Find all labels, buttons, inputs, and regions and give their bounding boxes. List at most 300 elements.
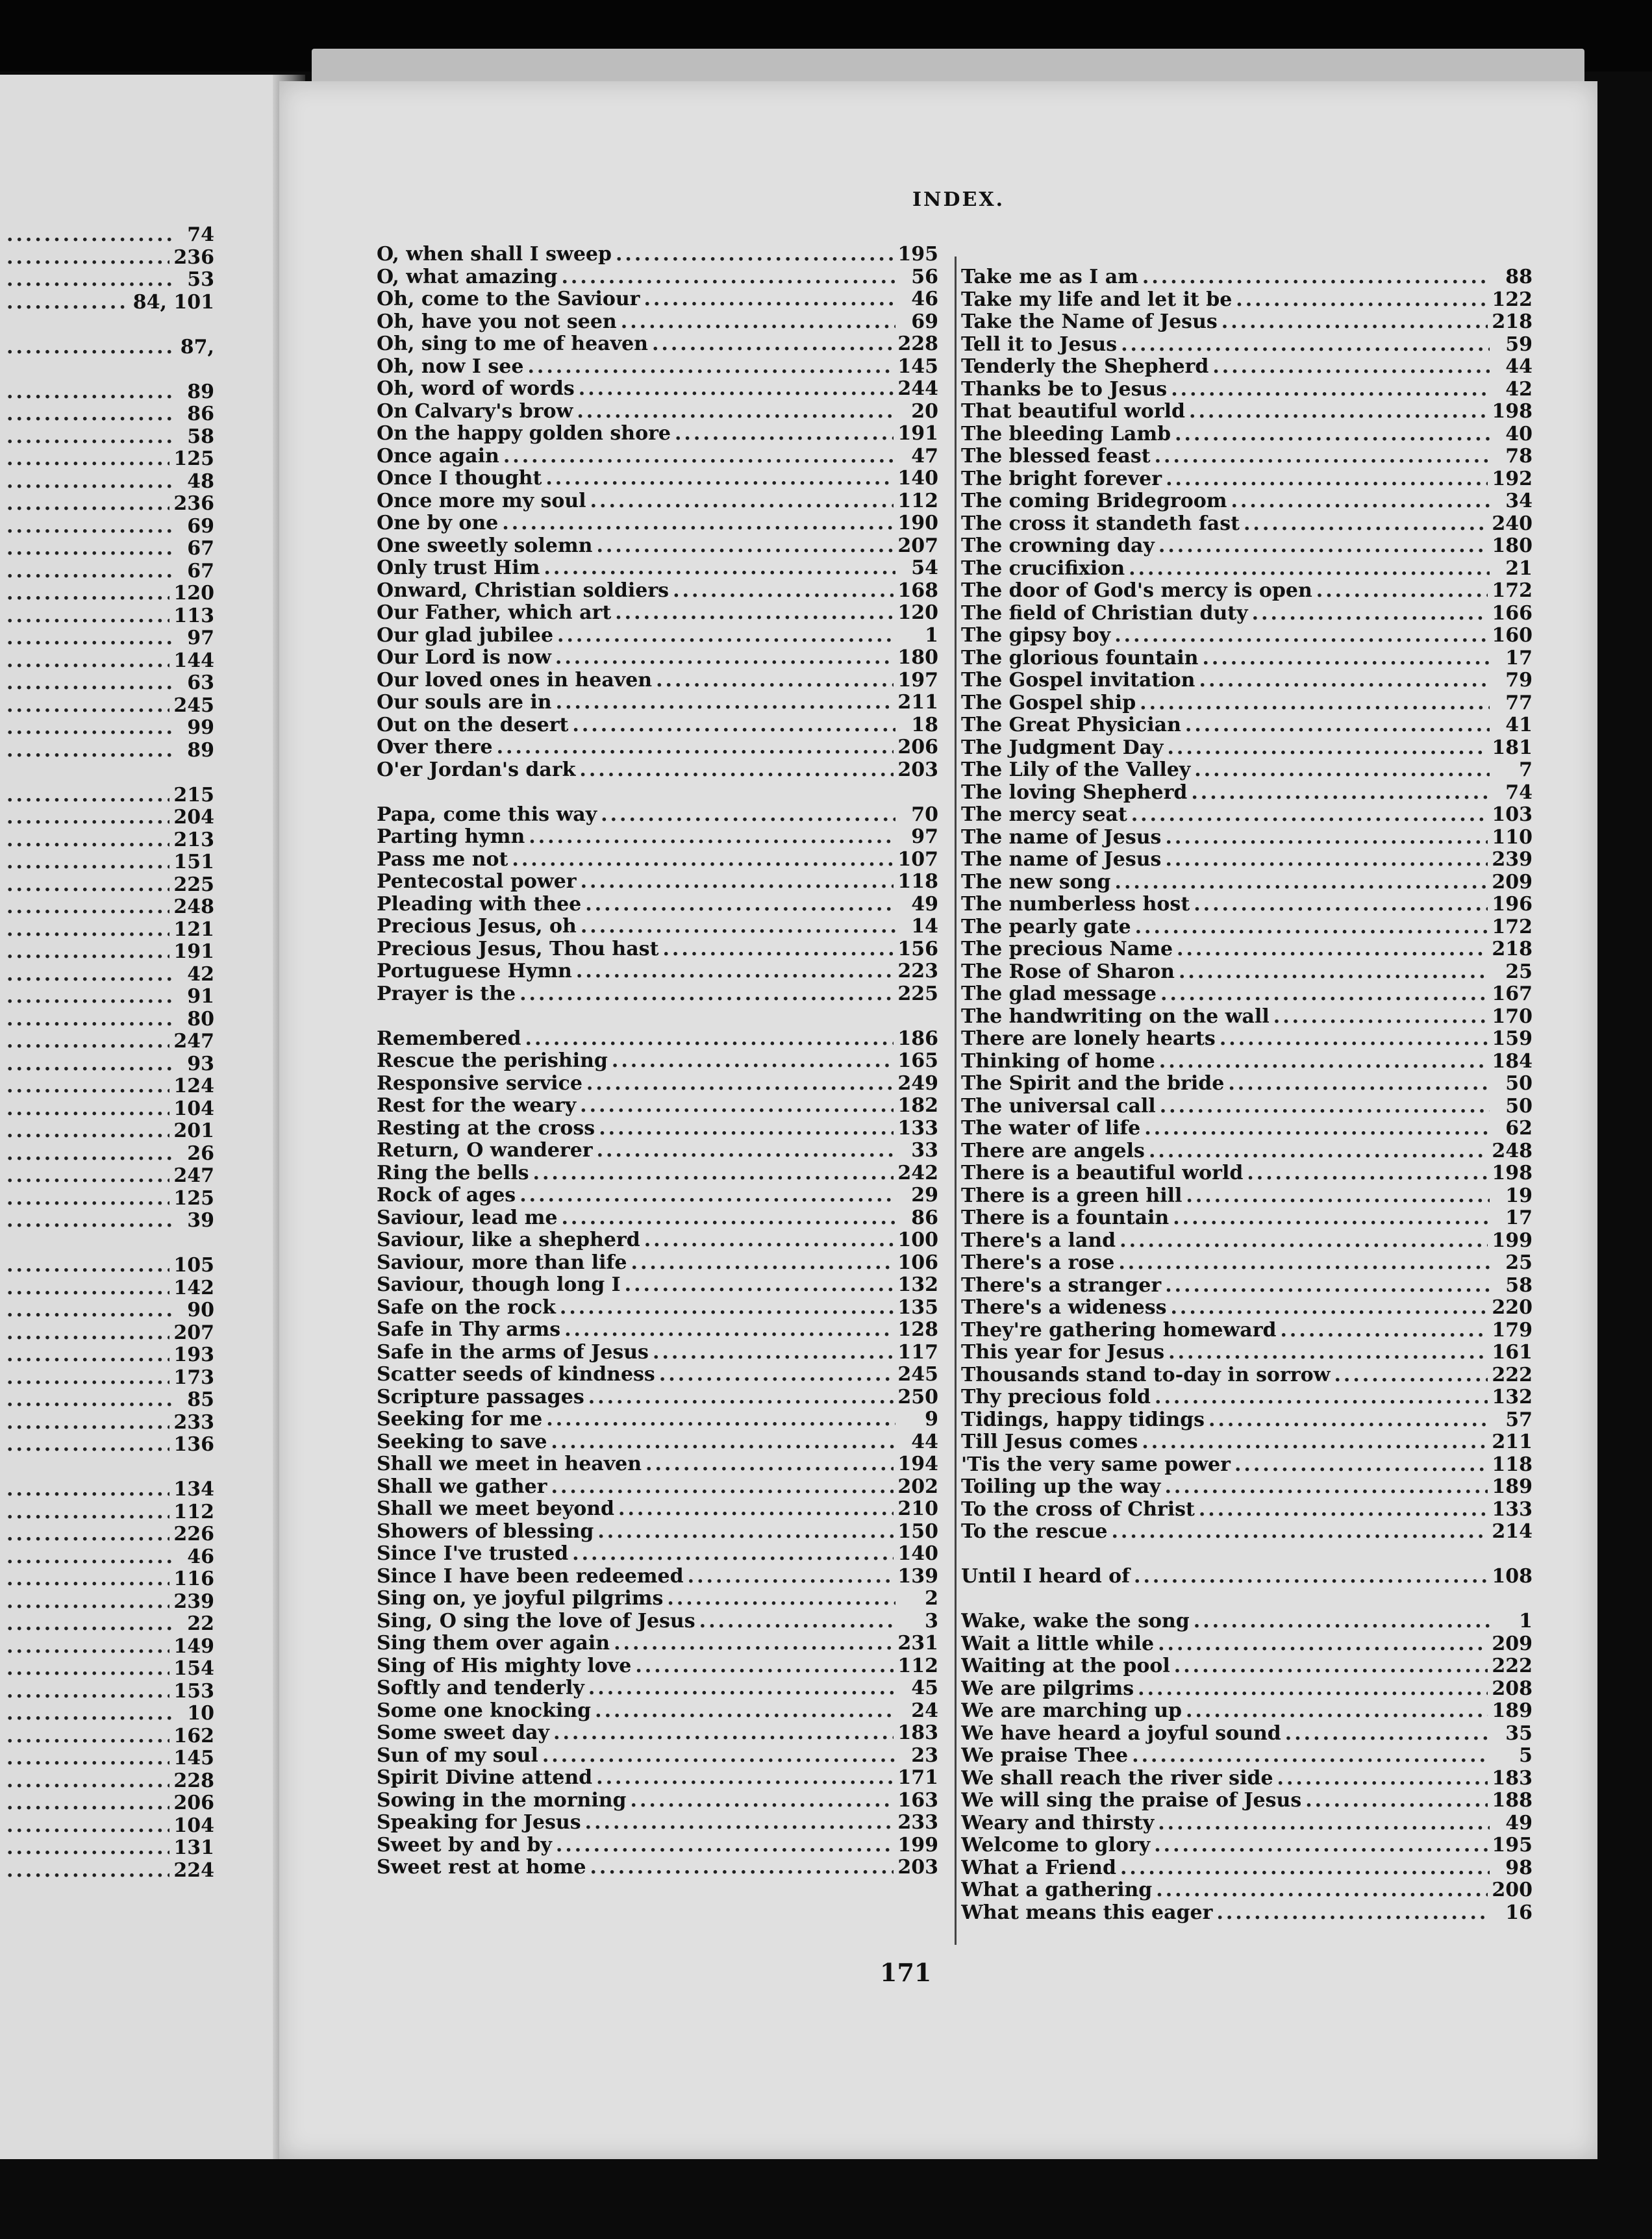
dot-leader	[1220, 1028, 1488, 1051]
fragment-entry	[6, 941, 214, 964]
fragment-entry	[6, 1299, 214, 1322]
page-ref: 5	[1519, 1745, 1533, 1767]
dot-leader	[6, 919, 169, 942]
page-ref: 100	[897, 1229, 938, 1251]
dot-leader	[631, 1252, 894, 1275]
dot-leader	[6, 807, 169, 829]
hymn-title: O, when shall I sweep	[377, 244, 612, 266]
page-ref: 239	[173, 1590, 214, 1613]
dot-leader	[6, 1681, 169, 1703]
dot-leader	[1194, 1610, 1490, 1633]
hymn-title: The loving Shepherd	[961, 781, 1188, 804]
hymn-title: Remembered	[377, 1027, 521, 1050]
page-ref: 97	[187, 627, 214, 649]
dot-leader	[564, 1319, 894, 1342]
hymn-title: The handwriting on the wall	[961, 1005, 1270, 1028]
dot-leader	[1228, 1073, 1490, 1095]
dot-leader	[6, 1837, 169, 1860]
fragment-entry	[6, 1546, 214, 1569]
page-ref: 190	[897, 512, 938, 534]
page-ref: 228	[173, 1770, 214, 1792]
dot-leader	[1167, 737, 1488, 760]
dot-leader	[6, 986, 171, 1008]
page-ref: 48	[187, 470, 214, 493]
index-entry	[377, 714, 938, 737]
index-entry	[961, 714, 1533, 737]
fragment-entry	[6, 1613, 214, 1636]
hymn-title: The door of God's mercy is open	[961, 580, 1312, 602]
fragment-entry	[6, 1344, 214, 1367]
index-entry	[377, 938, 938, 961]
page-ref: 58	[1505, 1274, 1533, 1297]
dot-leader	[6, 1165, 169, 1188]
hymn-title: On Calvary's brow	[377, 400, 573, 423]
fragment-entry	[6, 1389, 214, 1412]
hymn-title: There is a beautiful world	[961, 1162, 1244, 1184]
hymn-title: Sweet by and by	[377, 1834, 552, 1857]
page-ref: 26	[187, 1142, 214, 1165]
dot-leader	[502, 512, 894, 535]
fragment-entry	[6, 1792, 214, 1815]
dot-leader	[6, 896, 169, 919]
index-entry	[961, 558, 1533, 581]
dot-leader	[557, 625, 895, 647]
index-entry	[377, 1050, 938, 1073]
page-ref: 170	[1492, 1005, 1533, 1028]
index-entry	[961, 871, 1533, 894]
section-gap	[961, 1544, 1533, 1566]
page-ref: 22	[187, 1613, 214, 1635]
dot-leader	[614, 1632, 894, 1655]
hymn-title: We praise Thee	[961, 1745, 1129, 1767]
page-ref: 206	[173, 1792, 214, 1814]
page-ref: 135	[897, 1296, 938, 1319]
index-entry	[377, 692, 938, 714]
page-ref: 215	[173, 784, 214, 807]
dot-leader	[1191, 782, 1490, 805]
fragment-entry	[6, 1120, 214, 1143]
dot-leader	[6, 1053, 171, 1076]
page-ref: 21	[1505, 557, 1533, 580]
page-ref: 179	[1492, 1319, 1533, 1342]
fragment-entry	[6, 1008, 214, 1031]
index-entry	[961, 1230, 1533, 1253]
page-number: 171	[880, 1958, 932, 1987]
hymn-title: The Lily of the Valley	[961, 759, 1191, 781]
hymn-title: There's a stranger	[961, 1274, 1162, 1297]
fragment-entry	[6, 1747, 214, 1770]
index-entry	[377, 1274, 938, 1297]
hymn-title: The precious Name	[961, 938, 1173, 960]
hymn-title: On the happy golden shore	[377, 423, 671, 445]
hymn-title: The Judgment Day	[961, 736, 1164, 759]
dot-leader	[667, 1588, 895, 1610]
fragment-entry	[6, 986, 214, 1008]
page-ref: 153	[173, 1680, 214, 1703]
dot-leader	[1155, 1386, 1488, 1409]
page-ref: 247	[173, 1031, 214, 1053]
fragment-entry	[6, 1479, 214, 1501]
index-entry	[961, 1566, 1533, 1588]
hymn-title: We shall reach the river side	[961, 1767, 1273, 1790]
index-entry	[961, 1633, 1533, 1656]
page-ref: 203	[897, 758, 938, 781]
index-entry	[961, 625, 1533, 647]
page-ref: 236	[173, 493, 214, 515]
fragment-entry	[6, 1075, 214, 1098]
page-ref: 74	[1505, 781, 1533, 804]
page-ref: 144	[173, 649, 214, 672]
page-ref: 74	[187, 224, 214, 246]
dot-leader	[6, 471, 171, 494]
hymn-title: Toiling up the way	[961, 1476, 1161, 1498]
page-ref: 50	[1505, 1073, 1533, 1095]
index-entry	[377, 983, 938, 1006]
hymn-title: Since I have been redeemed	[377, 1565, 684, 1588]
dot-leader	[497, 736, 894, 759]
hymn-title: Oh, have you not seen	[377, 310, 617, 333]
dot-leader	[6, 1299, 171, 1322]
page-ref: 195	[897, 244, 938, 266]
hymn-title: Take me as I am	[961, 266, 1138, 288]
hymn-title: Precious Jesus, Thou hast	[377, 938, 659, 960]
page-ref: 182	[897, 1095, 938, 1117]
dot-leader	[555, 647, 894, 669]
fragment-entry	[6, 1591, 214, 1614]
page-ref: 128	[897, 1319, 938, 1341]
dot-leader	[6, 1747, 169, 1770]
dot-leader	[1158, 1812, 1490, 1835]
dot-leader	[1158, 535, 1488, 558]
dot-leader	[553, 1722, 894, 1745]
page-ref: 159	[1492, 1028, 1533, 1050]
index-entry	[377, 445, 938, 468]
hymn-title: Parting hymn	[377, 826, 525, 848]
index-entry	[961, 1207, 1533, 1230]
hymn-title: Thousands stand to-day in sorrow	[961, 1364, 1331, 1386]
page-ref: 78	[1505, 445, 1533, 468]
index-entry	[961, 334, 1533, 356]
dot-leader	[1111, 1521, 1488, 1544]
hymn-title: Spirit Divine attend	[377, 1767, 593, 1789]
hymn-title: Papa, come this way	[377, 803, 597, 826]
index-entry	[377, 1610, 938, 1633]
page-ref: 193	[173, 1344, 214, 1366]
page-ref: 166	[1492, 602, 1533, 625]
dot-leader	[561, 266, 895, 289]
index-entry	[961, 445, 1533, 468]
fragment-entry	[6, 381, 214, 404]
page-ref: 25	[1505, 960, 1533, 983]
dot-leader	[1285, 1723, 1490, 1745]
dot-leader	[1142, 266, 1490, 289]
hymn-title: What means this eager	[961, 1901, 1213, 1924]
fragment-entry	[6, 1636, 214, 1658]
page-ref: 10	[187, 1703, 214, 1725]
dot-leader	[6, 403, 171, 426]
dot-leader	[596, 535, 894, 558]
dot-leader	[6, 1860, 169, 1883]
fragment-entry	[6, 1165, 214, 1188]
hymn-title: Sing on, ye joyful pilgrims	[377, 1588, 664, 1610]
page-ref: 249	[897, 1072, 938, 1095]
dot-leader	[533, 1162, 894, 1185]
hymn-title: The water of life	[961, 1118, 1141, 1140]
index-entry	[377, 1118, 938, 1140]
index-entry	[377, 356, 938, 379]
index-entry	[961, 647, 1533, 670]
index-entry	[961, 490, 1533, 513]
index-entry	[961, 669, 1533, 692]
page-ref: 209	[1492, 871, 1533, 894]
dot-leader	[6, 627, 171, 650]
hymn-title: Tidings, happy tidings	[961, 1408, 1205, 1431]
hymn-title: Shall we meet in heaven	[377, 1453, 642, 1475]
page-ref: 201	[173, 1120, 214, 1142]
fragment-entry	[6, 1098, 214, 1121]
page-ref: 104	[173, 1097, 214, 1120]
page-ref: 104	[173, 1814, 214, 1837]
dot-leader	[1199, 1499, 1488, 1521]
hymn-title: To the cross of Christ	[961, 1498, 1195, 1521]
page-ref: 29	[911, 1184, 938, 1207]
page-ref: 189	[1492, 1700, 1533, 1722]
page-ref: 226	[173, 1523, 214, 1545]
hymn-title: Safe in the arms of Jesus	[377, 1341, 649, 1364]
index-column-o-s	[377, 244, 938, 1879]
dot-leader	[6, 1613, 171, 1636]
page-ref: 106	[897, 1251, 938, 1274]
fragment-entry	[6, 851, 214, 874]
index-entry	[377, 288, 938, 311]
dot-leader	[595, 1700, 895, 1723]
fragment-entry	[6, 1568, 214, 1591]
page-ref: 58	[187, 425, 214, 448]
dot-leader	[6, 336, 171, 359]
dot-leader	[1142, 1431, 1488, 1454]
index-entry	[961, 1364, 1533, 1387]
dot-leader	[6, 1277, 169, 1300]
dot-leader	[6, 941, 169, 964]
page-ref: 113	[173, 605, 214, 627]
page-ref: 67	[187, 538, 214, 560]
page-ref: 17	[1505, 1207, 1533, 1229]
fragment-entry	[6, 1412, 214, 1434]
dot-leader	[577, 401, 895, 423]
index-entry	[961, 1521, 1533, 1544]
page-ref: 116	[173, 1568, 214, 1590]
dot-leader	[529, 826, 895, 849]
index-entry	[377, 826, 938, 849]
hymn-title: The new song	[961, 871, 1111, 894]
dot-leader	[1236, 289, 1488, 312]
page-ref: 207	[897, 534, 938, 557]
hymn-title: Pleading with thee	[377, 893, 582, 916]
index-entry	[961, 1386, 1533, 1409]
hymn-title: Our loved ones in heaven	[377, 669, 653, 692]
fragment-entry	[6, 627, 214, 650]
index-entry	[961, 1610, 1533, 1633]
page-ref: 105	[173, 1255, 214, 1277]
dot-leader	[6, 1546, 171, 1569]
hymn-title: The numberless host	[961, 894, 1190, 916]
index-entry	[961, 1073, 1533, 1095]
dot-leader	[1159, 1051, 1488, 1073]
index-entry	[377, 423, 938, 445]
fragment-entry	[6, 964, 214, 986]
index-entry	[377, 669, 938, 692]
page-ref: 97	[911, 826, 938, 848]
dot-leader	[6, 1322, 169, 1345]
index-entry	[961, 1006, 1533, 1029]
index-entry	[377, 1073, 938, 1095]
dot-leader	[581, 916, 895, 938]
page-ref: 233	[897, 1812, 938, 1834]
hymn-title: Rescue the perishing	[377, 1050, 608, 1072]
hymn-title: Softly and tenderly	[377, 1677, 584, 1699]
page-ref: 47	[911, 445, 938, 468]
page-ref: 189	[1492, 1476, 1533, 1498]
dot-leader	[1165, 827, 1488, 849]
page-ref: 89	[187, 381, 214, 403]
index-entry	[961, 1902, 1533, 1925]
dot-leader	[546, 1408, 895, 1431]
hymn-title: The field of Christian duty	[961, 602, 1248, 625]
page-ref: 88	[1505, 266, 1533, 288]
dot-leader	[6, 1210, 171, 1232]
dot-leader	[581, 871, 894, 894]
hymn-title: Speaking for Jesus	[377, 1812, 581, 1834]
hymn-title: Take the Name of Jesus	[961, 311, 1218, 333]
index-entry	[377, 1632, 938, 1655]
page-ref: 18	[911, 714, 938, 736]
hymn-title: There is a fountain	[961, 1207, 1170, 1229]
fragment-entry	[6, 807, 214, 829]
page-ref: 14	[911, 916, 938, 938]
index-entry	[377, 1566, 938, 1588]
page-ref: 118	[897, 871, 938, 893]
page-ref: 90	[187, 1299, 214, 1321]
page-ref: 242	[897, 1162, 938, 1184]
index-entry	[961, 759, 1533, 782]
index-entry	[377, 512, 938, 535]
dot-leader	[1165, 1275, 1490, 1297]
index-entry	[961, 1723, 1533, 1745]
hymn-title: There is a green hill	[961, 1184, 1183, 1207]
hymn-title: We will sing the praise of Jesus	[961, 1790, 1302, 1812]
page-ref: 202	[897, 1475, 938, 1498]
index-entry	[377, 1252, 938, 1275]
fragment-entry	[6, 224, 214, 247]
index-entry	[377, 1342, 938, 1364]
index-entry	[961, 1409, 1533, 1432]
dot-leader	[1160, 1095, 1490, 1118]
fragment-entry	[6, 247, 214, 269]
dot-leader	[1199, 669, 1490, 692]
page-ref: 222	[1492, 1364, 1533, 1386]
fragment-entry	[6, 1658, 214, 1681]
hymn-title: O, what amazing	[377, 266, 558, 288]
dot-leader	[6, 1367, 169, 1390]
hymn-title: Sowing in the morning	[377, 1789, 627, 1812]
page-ref: 180	[897, 647, 938, 669]
hymn-title: Saviour, lead me	[377, 1207, 558, 1229]
hymn-title: The bleeding Lamb	[961, 423, 1171, 445]
index-entry	[961, 1790, 1533, 1812]
page-ref: 19	[1505, 1184, 1533, 1207]
hymn-title: Pass me not	[377, 848, 508, 871]
page-ref: 208	[1492, 1677, 1533, 1700]
dot-leader	[6, 1501, 169, 1524]
hymn-title: Out on the desert	[377, 714, 569, 736]
hymn-title: The Gospel invitation	[961, 669, 1195, 692]
fragment-entry	[6, 403, 214, 426]
dot-leader	[675, 423, 894, 445]
dot-leader	[525, 1028, 894, 1051]
dot-leader	[1144, 1118, 1490, 1140]
hymn-title: Return, O wanderer	[377, 1140, 593, 1162]
hymn-title: Rock of ages	[377, 1184, 516, 1207]
index-entry	[377, 378, 938, 401]
fragment-entry	[6, 1860, 214, 1883]
page-ref: 239	[1492, 849, 1533, 871]
page-ref: 70	[911, 803, 938, 826]
index-entry	[961, 894, 1533, 916]
page-ref: 198	[1492, 1162, 1533, 1184]
index-entry	[377, 1655, 938, 1678]
fragment-entry	[6, 1501, 214, 1524]
page-ref: 108	[1492, 1566, 1533, 1588]
dot-leader	[1216, 1902, 1490, 1925]
fragment-entry	[6, 695, 214, 718]
index-entry	[377, 244, 938, 266]
page-ref: 44	[1505, 356, 1533, 378]
dot-leader	[618, 1498, 894, 1521]
page-ref: 91	[187, 986, 214, 1008]
index-entry	[377, 1767, 938, 1790]
dot-leader	[644, 288, 895, 311]
hymn-title: Shall we gather	[377, 1475, 547, 1498]
page-ref: 248	[1492, 1140, 1533, 1162]
page-ref: 34	[1505, 490, 1533, 512]
page-ref: 183	[1492, 1767, 1533, 1790]
page-ref: 196	[1492, 894, 1533, 916]
page-ref: 86	[187, 403, 214, 425]
hymn-title: The crucifixion	[961, 557, 1125, 580]
page-ref: 248	[173, 896, 214, 918]
hymn-title: Saviour, though long I	[377, 1274, 621, 1296]
hymn-title: Tenderly the Shepherd	[961, 356, 1209, 378]
index-entry	[377, 736, 938, 759]
index-page	[279, 81, 1597, 2159]
hymn-title: Tell it to Jesus	[961, 333, 1118, 356]
dot-leader	[1129, 558, 1490, 581]
index-entry	[377, 266, 938, 289]
dot-leader	[644, 1229, 894, 1252]
page-ref: 245	[173, 694, 214, 717]
page-ref: 225	[897, 982, 938, 1005]
dot-leader	[673, 580, 894, 603]
dot-leader	[576, 960, 894, 983]
dot-leader	[544, 557, 895, 580]
index-entry	[961, 1834, 1533, 1857]
hymn-title: The name of Jesus	[961, 849, 1162, 871]
section-gap	[6, 314, 214, 336]
page-ref: 16	[1505, 1901, 1533, 1924]
fragment-entry	[6, 1188, 214, 1210]
index-entry	[961, 1252, 1533, 1275]
dot-leader	[6, 1636, 169, 1658]
